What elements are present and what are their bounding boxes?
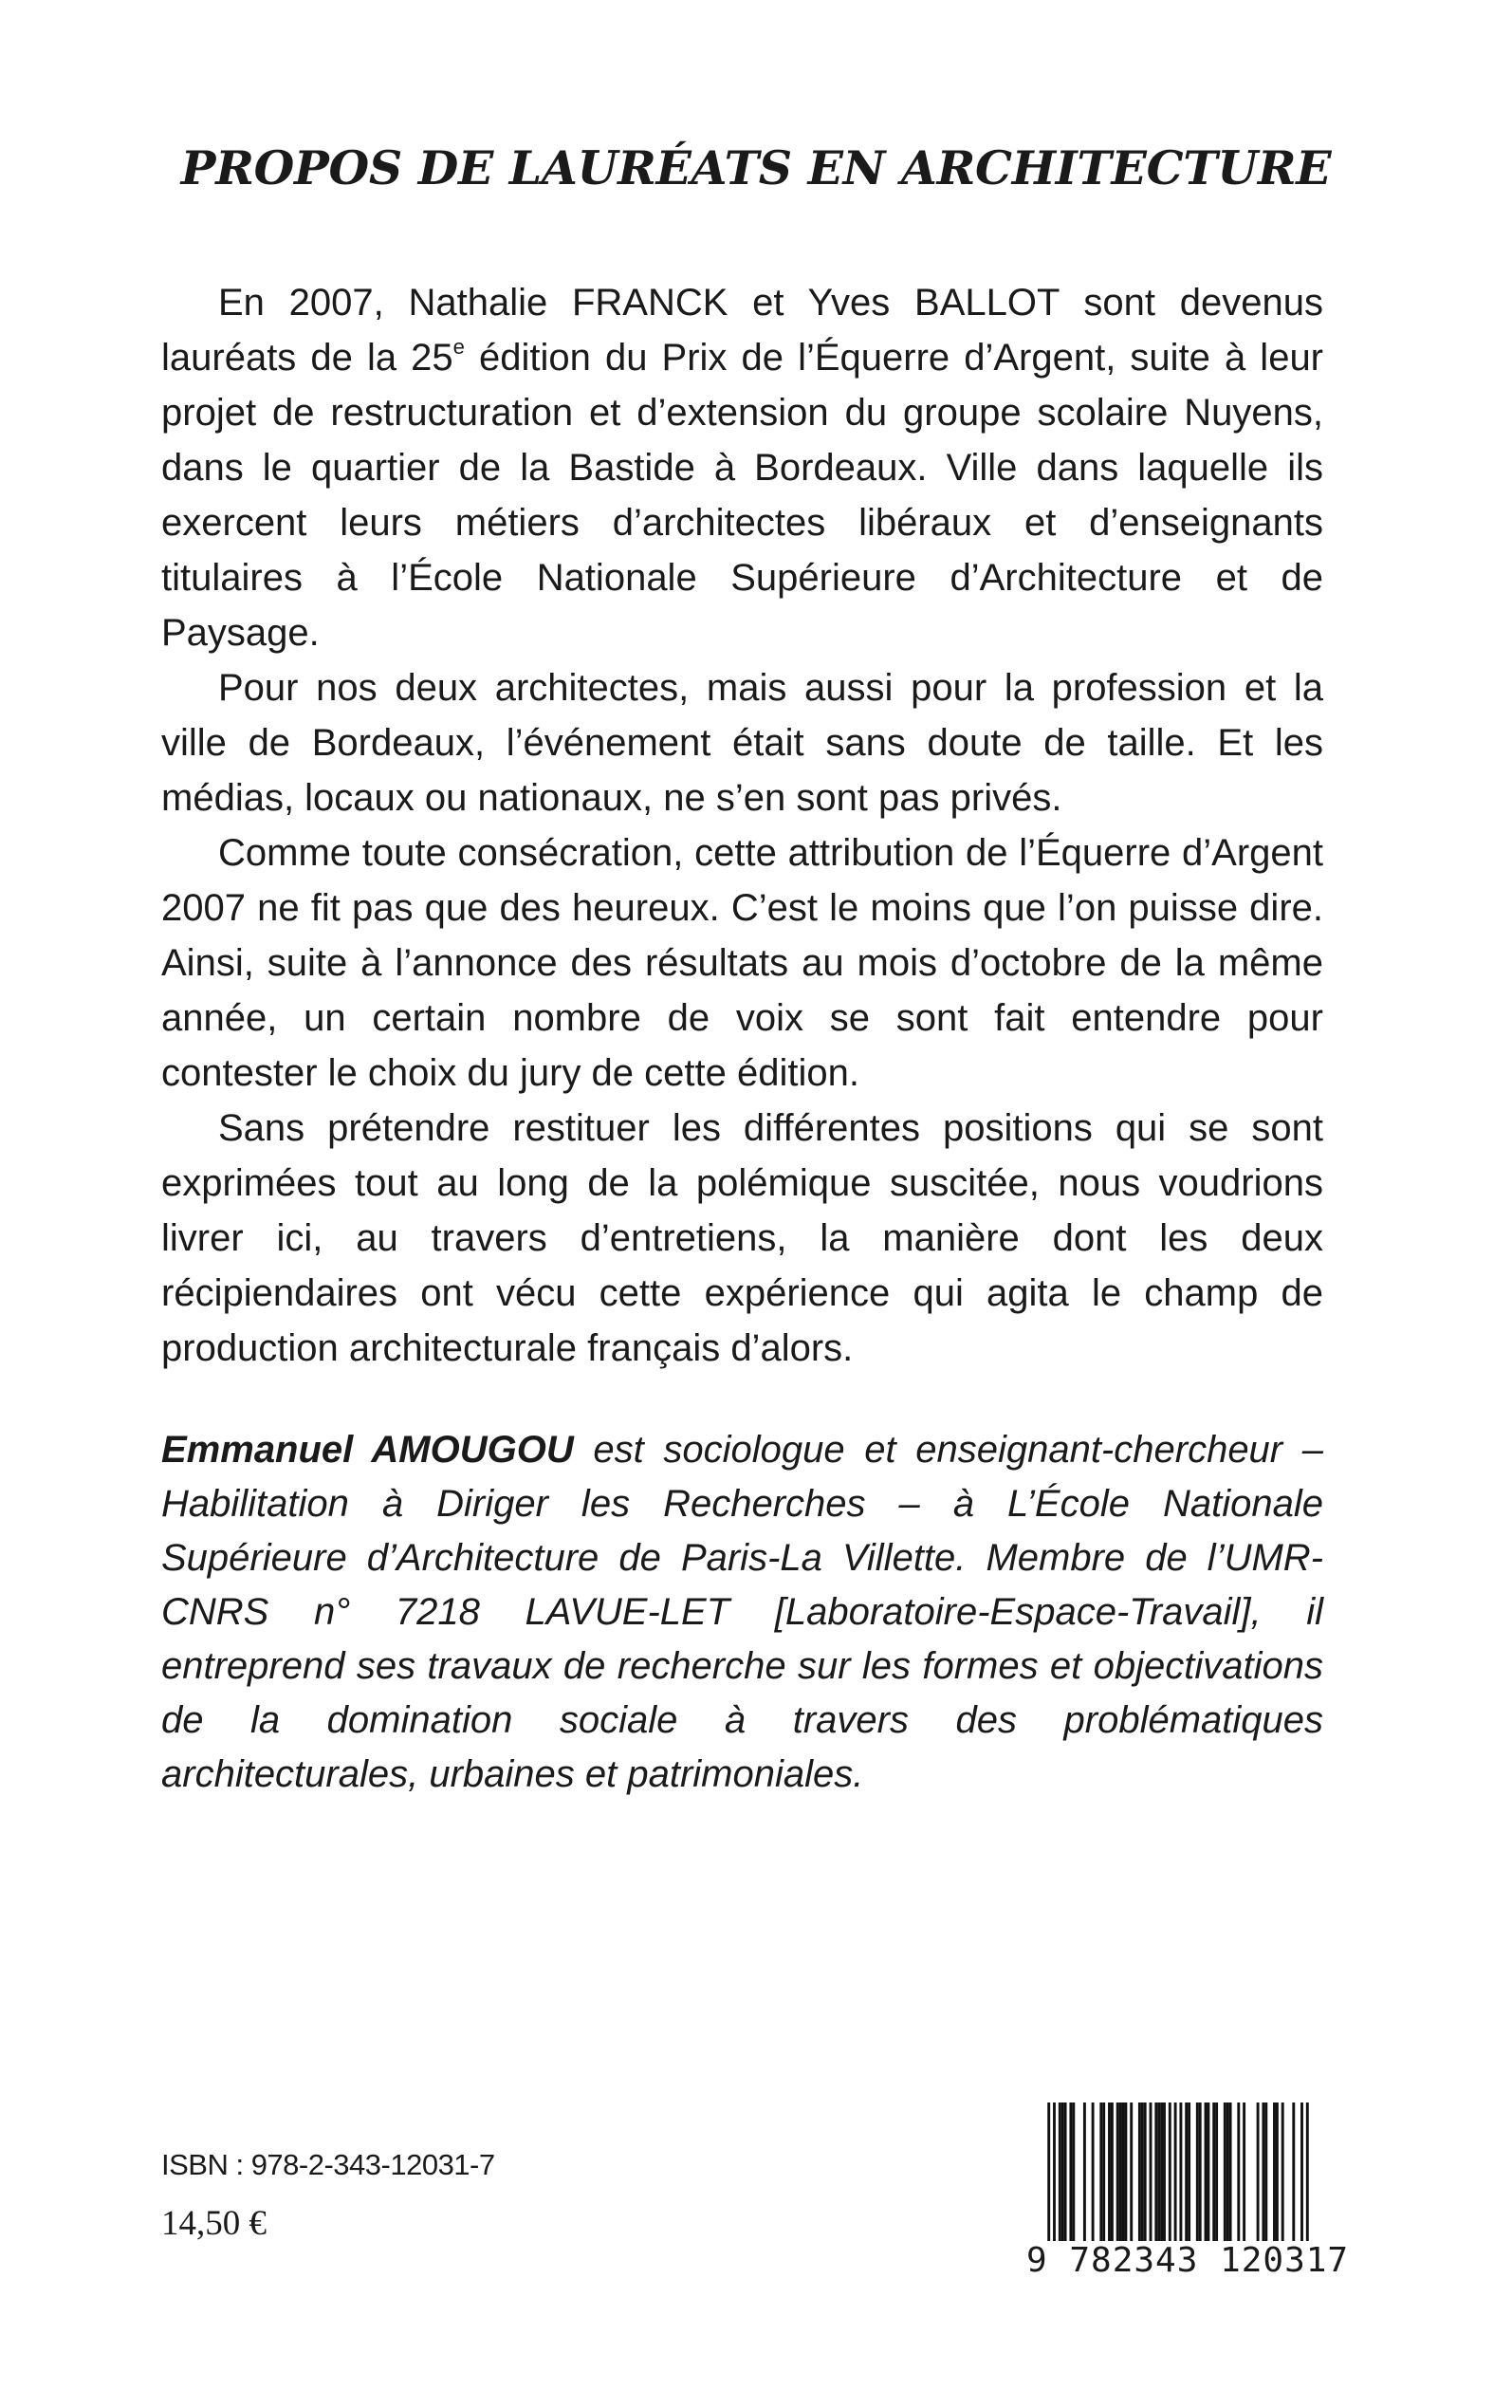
- price: 14,50 €: [161, 2204, 267, 2243]
- barcode-bar: [1150, 2102, 1152, 2245]
- barcode-bar: [1102, 2102, 1105, 2245]
- author-bio: [161, 1423, 1323, 1802]
- barcode-bar: [1092, 2102, 1095, 2245]
- author-name: Emmanuel AMOUGOU: [161, 1429, 574, 1471]
- barcode-bar: [1207, 2102, 1209, 2245]
- barcode-bar: [1111, 2102, 1114, 2245]
- barcode-bar: [1108, 2102, 1111, 2245]
- summary-paragraph: Comme toute consécration, cette attribution de l’Équerre d’Argent 2007 ne fit pas que des heureux. C’est le moins que l’on puisse dire. Ainsi, suite à l’annonce des résultats au mois d’octobre de la même année, un certain nombre de voix se sont fait entendre pour contester le choix du jury de cette édition.: [161, 832, 1323, 1094]
- barcode-bar: [1243, 2102, 1245, 2245]
- barcode-digits: 9 782343 120317: [1026, 2241, 1350, 2280]
- barcode-bar: [1124, 2102, 1127, 2245]
- summary-paragraph: [161, 275, 1323, 660]
- barcode-bar: [1061, 2102, 1064, 2245]
- barcode-bar: [1130, 2102, 1133, 2245]
- barcode-bar: [1237, 2102, 1240, 2245]
- barcode-bar: [1264, 2102, 1267, 2245]
- barcode-bar: [1282, 2102, 1284, 2245]
- barcode-bar: [1212, 2102, 1215, 2245]
- barcode-guard-bar: [1306, 2102, 1309, 2264]
- barcode-bar: [1059, 2102, 1061, 2245]
- barcode-bar: [1205, 2102, 1208, 2245]
- summary-paragraph: Sans prétendre restituer les différentes positions qui se sont exprimées tout au long de la polémique suscitée, nous voudrions livrer ici, au travers d’entretiens, la manière dont les deux récipiendaires ont vécu cette expérience qui agita le champ de production architecturale français d’alors.: [161, 1107, 1323, 1369]
- barcode-bar: [1141, 2102, 1144, 2245]
- barcode-bar: [1292, 2102, 1295, 2245]
- barcode-bars: [1026, 2102, 1330, 2264]
- barcode: [1026, 2102, 1350, 2290]
- barcode-bar: [1273, 2102, 1276, 2245]
- author-bio-text: est sociologue et enseignant-chercheur – Habilitation à Diriger les Recherches – à L’École Nationale Supérieure d’Architecture de Paris-La Villette. Membre de l’UMR-CNRS n° 7218 LAVUE-LET [Laboratoire-Espace-Travail], il entreprend ses travaux de recherche sur les formes et objectivations de la domination sociale à travers des problématiques architecturales, urbaines et patrimoniales.: [161, 1429, 1323, 1795]
- barcode-bar: [1119, 2102, 1122, 2245]
- barcode-bar: [1154, 2102, 1157, 2245]
- barcode-bar: [1229, 2102, 1232, 2245]
- summary-paragraph: Pour nos deux architectes, mais aussi pour la profession et la ville de Bordeaux, l’événement était sans doute de taille. Et les médias, locaux ou nationaux, ne s’en sont pas privés.: [161, 667, 1323, 819]
- barcode-bar: [1199, 2102, 1202, 2245]
- book-title: PROPOS DE LAURÉATS EN ARCHITECTURE: [180, 140, 1332, 195]
- barcode-bar: [1276, 2102, 1279, 2245]
- barcode-bar: [1160, 2102, 1163, 2245]
- barcode-guard-bar: [1047, 2102, 1050, 2264]
- barcode-bar: [1224, 2102, 1226, 2245]
- barcode-bar: [1083, 2102, 1086, 2245]
- barcode-bar: [1169, 2102, 1171, 2245]
- barcode-bar: [1069, 2102, 1072, 2245]
- barcode-bar: [1188, 2102, 1190, 2245]
- barcode-bar: [1122, 2102, 1125, 2245]
- barcode-guard-bar: [1179, 2102, 1182, 2264]
- isbn: ISBN : 978-2-343-12031-7: [161, 2148, 495, 2181]
- barcode-bar: [1157, 2102, 1160, 2245]
- barcode-guard-bar: [1300, 2102, 1303, 2264]
- barcode-bar: [1257, 2102, 1260, 2245]
- barcode-guard-bar: [1053, 2102, 1056, 2264]
- barcode-bar: [1138, 2102, 1141, 2245]
- summary-text-part: édition du Prix de l’Équerre d’Argent, suite à leur projet de restructuration et d’extension du groupe scolaire Nuyens, dans le quartier de la Bastide à Bordeaux. Ville dans laquelle ils exercent leurs métiers d’architectes libéraux et d’enseignants titulaires à l’École Nationale Supérieure d’Architecture et de Paysage.: [161, 337, 1324, 654]
- summary-text: [161, 275, 1323, 1376]
- barcode-bar: [1116, 2102, 1119, 2245]
- barcode-bar: [1215, 2102, 1218, 2245]
- barcode-guard-bar: [1174, 2102, 1177, 2264]
- barcode-bar: [1196, 2102, 1199, 2245]
- barcode-bar: [1163, 2102, 1166, 2245]
- barcode-bar: [1185, 2102, 1188, 2245]
- ordinal-superscript: e: [452, 335, 465, 359]
- barcode-bar: [1226, 2102, 1229, 2245]
- barcode-bar: [1072, 2102, 1075, 2245]
- summary-text-part: En 2007, Nathalie FRANCK et Yves BALLOT sont devenus lauréats de la 25: [161, 282, 1323, 379]
- barcode-bar: [1262, 2102, 1264, 2245]
- barcode-bar: [1144, 2102, 1147, 2245]
- barcode-bar: [1064, 2102, 1067, 2245]
- barcode-bar: [1099, 2102, 1102, 2245]
